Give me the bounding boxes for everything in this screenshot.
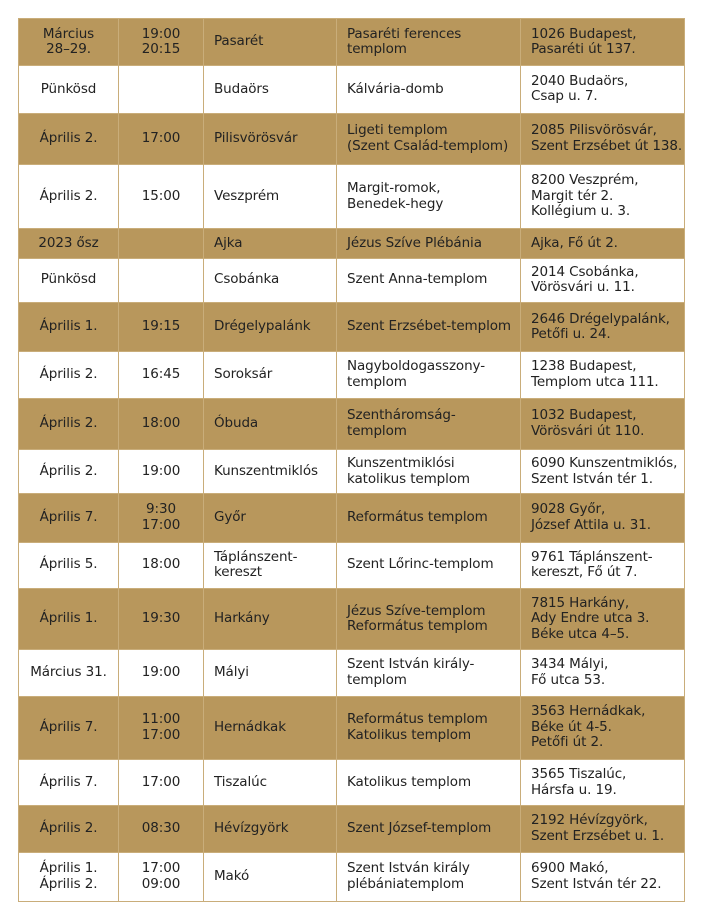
event-time-cell: [119, 66, 204, 113]
event-place: Pilisvörösvár: [214, 130, 298, 147]
table-row: [19, 650, 685, 696]
event-church-cell: [337, 852, 521, 901]
event-church-cell: [337, 113, 521, 164]
event-church: Szentháromság- templom: [347, 407, 456, 439]
event-address: 2040 Budaörs, Csap u. 7.: [531, 72, 629, 105]
event-place: Csobánka: [214, 271, 280, 288]
event-date-cell: [19, 588, 119, 649]
event-place: Mályi: [214, 664, 249, 681]
event-church: Jézus Szíve Plébánia: [347, 234, 482, 251]
event-time-cell: [119, 650, 204, 696]
event-church-cell: [337, 449, 521, 493]
event-church-cell: [337, 164, 521, 228]
event-place: Drégelypalánk: [214, 318, 311, 335]
event-place: Hernádkak: [214, 718, 286, 735]
event-date: Április 2.: [39, 820, 98, 837]
event-address-cell: [521, 852, 685, 901]
table-row: [19, 398, 685, 449]
event-church-cell: [337, 19, 521, 66]
event-date: Április 1.: [39, 318, 98, 335]
event-church: Margit-romok, Benedek-hegy: [347, 180, 444, 212]
event-place-cell: [204, 302, 337, 351]
event-church-cell: [337, 542, 521, 588]
event-address-cell: [521, 113, 685, 164]
table-row: [19, 759, 685, 805]
event-address-cell: [521, 66, 685, 113]
event-place-cell: [204, 852, 337, 901]
event-time: 15:00: [141, 187, 181, 204]
event-place: Kunszentmiklós: [214, 462, 318, 479]
event-time: 9:30 17:00: [141, 501, 181, 533]
event-date-cell: [19, 66, 119, 113]
event-date-cell: [19, 164, 119, 228]
event-time-cell: [119, 494, 204, 542]
event-time: 19:30: [141, 610, 181, 627]
event-address: 2646 Drégelypalánk, Petőfi u. 24.: [531, 310, 670, 343]
event-time-cell: [119, 852, 204, 901]
event-place: Ajka: [214, 234, 243, 251]
event-time-cell: [119, 164, 204, 228]
table-row: [19, 19, 685, 66]
event-date-cell: [19, 696, 119, 759]
event-place: Veszprém: [214, 187, 280, 204]
event-address-cell: [521, 449, 685, 493]
event-place-cell: [204, 696, 337, 759]
event-date: Április 2.: [39, 414, 98, 431]
event-church-cell: [337, 588, 521, 649]
table-row: [19, 588, 685, 649]
event-time: 17:00 09:00: [141, 860, 181, 892]
event-address: 2014 Csobánka, Vörösvári u. 11.: [531, 263, 639, 296]
table-row: [19, 66, 685, 113]
event-time-cell: [119, 302, 204, 351]
event-address: 1032 Budapest, Vörösvári út 110.: [531, 407, 645, 439]
event-place-cell: [204, 759, 337, 805]
event-church: Szent Lőrinc-templom: [347, 556, 494, 573]
event-church: Jézus Szíve-templom Református templom: [347, 602, 488, 635]
event-address-cell: [521, 494, 685, 542]
event-church: Ligeti templom (Szent Család-templom): [347, 122, 509, 154]
event-place: Táplánszent- kereszt: [214, 548, 298, 581]
event-date-cell: [19, 449, 119, 493]
event-date-cell: [19, 806, 119, 852]
event-time-cell: [119, 352, 204, 398]
event-church: Kunszentmiklósi katolikus templom: [347, 455, 470, 487]
table-row: [19, 352, 685, 398]
event-date-cell: [19, 302, 119, 351]
event-date: Pünkösd: [40, 80, 97, 97]
event-time-cell: [119, 806, 204, 852]
event-date: Április 7.: [39, 718, 98, 735]
event-place-cell: [204, 650, 337, 696]
event-place: Győr: [214, 509, 246, 526]
event-time: 19:15: [141, 318, 181, 335]
event-church-cell: [337, 494, 521, 542]
event-place: Harkány: [214, 610, 270, 627]
event-address-cell: [521, 352, 685, 398]
event-church: Katolikus templom: [347, 773, 472, 790]
event-date-cell: [19, 852, 119, 901]
event-place: Soroksár: [214, 366, 273, 383]
event-time-cell: [119, 258, 204, 302]
event-church-cell: [337, 258, 521, 302]
event-place-cell: [204, 449, 337, 493]
event-date: Április 2.: [39, 130, 98, 147]
event-date: Április 7.: [39, 773, 98, 790]
event-place-cell: [204, 494, 337, 542]
event-place: Tiszalúc: [214, 773, 267, 790]
event-date-cell: [19, 352, 119, 398]
event-church: Szent Erzsébet-templom: [347, 318, 511, 335]
event-date: Április 5.: [39, 556, 98, 573]
event-address: 2085 Pilisvörösvár, Szent Erzsébet út 138.: [531, 122, 683, 154]
event-church: Pasaréti ferences templom: [347, 25, 462, 58]
event-address-cell: [521, 759, 685, 805]
table-row: [19, 258, 685, 302]
event-church: Református templom: [347, 509, 488, 526]
event-address: 3565 Tiszalúc, Hársfa u. 19.: [531, 766, 627, 798]
event-address: 6900 Makó, Szent István tér 22.: [531, 860, 662, 892]
event-date: Április 2.: [39, 187, 98, 204]
event-time-cell: [119, 759, 204, 805]
event-address: 1238 Budapest, Templom utca 111.: [531, 358, 659, 390]
events-table: [18, 18, 685, 902]
event-church-cell: [337, 650, 521, 696]
event-place: Óbuda: [214, 414, 259, 431]
event-date-cell: [19, 229, 119, 258]
event-place: Budaörs: [214, 80, 269, 97]
event-date: Április 1.: [39, 610, 98, 627]
event-date: Március 28–29.: [42, 25, 95, 58]
event-place: Pasarét: [214, 33, 264, 50]
table-row: [19, 696, 685, 759]
event-date: Pünkösd: [40, 271, 97, 288]
event-date-cell: [19, 650, 119, 696]
event-time: 17:00: [141, 130, 181, 147]
event-time: 18:00: [141, 556, 181, 573]
event-church: Szent József-templom: [347, 820, 492, 837]
event-address-cell: [521, 229, 685, 258]
event-time-cell: [119, 19, 204, 66]
event-church-cell: [337, 229, 521, 258]
event-date: Március 31.: [30, 664, 107, 681]
event-address: 9761 Táplánszent- kereszt, Fő út 7.: [531, 548, 653, 581]
event-address: 7815 Harkány, Ady Endre utca 3. Béke utca 4–5.: [531, 594, 650, 642]
event-church-cell: [337, 352, 521, 398]
event-time-cell: [119, 542, 204, 588]
event-church: Református templom Katolikus templom: [347, 711, 488, 743]
event-date-cell: [19, 19, 119, 66]
event-date: 2023 ősz: [38, 234, 99, 251]
event-address-cell: [521, 696, 685, 759]
event-church: Szent István király plébániatemplom: [347, 860, 470, 892]
event-address: 2192 Hévízgyörk, Szent Erzsébet u. 1.: [531, 812, 665, 844]
table-row: [19, 806, 685, 852]
event-address-cell: [521, 19, 685, 66]
event-date: Április 2.: [39, 462, 98, 479]
event-time: 19:00 20:15: [141, 25, 181, 58]
event-time: 17:00: [141, 773, 181, 790]
event-date: Április 2.: [39, 366, 98, 383]
event-time: 18:00: [141, 414, 181, 431]
event-place-cell: [204, 542, 337, 588]
table-row: [19, 494, 685, 542]
event-place-cell: [204, 588, 337, 649]
event-address-cell: [521, 164, 685, 228]
event-place-cell: [204, 113, 337, 164]
event-time: 16:45: [141, 366, 181, 383]
event-church-cell: [337, 759, 521, 805]
event-place: Makó: [214, 868, 250, 885]
event-address-cell: [521, 650, 685, 696]
event-time-cell: [119, 588, 204, 649]
event-place-cell: [204, 66, 337, 113]
event-time-cell: [119, 696, 204, 759]
table-row: [19, 113, 685, 164]
event-date-cell: [19, 494, 119, 542]
event-church: Szent Anna-templom: [347, 271, 488, 288]
event-time: 11:00 17:00: [141, 711, 181, 743]
event-place-cell: [204, 398, 337, 449]
event-place: Hévízgyörk: [214, 820, 289, 837]
event-date-cell: [19, 258, 119, 302]
event-church: Kálvária-domb: [347, 80, 444, 97]
table-row: [19, 164, 685, 228]
event-time-cell: [119, 449, 204, 493]
event-place-cell: [204, 806, 337, 852]
event-time: 19:00: [141, 462, 181, 479]
event-place-cell: [204, 164, 337, 228]
event-address: 8200 Veszprém, Margit tér 2. Kollégium u. 3.: [531, 172, 639, 220]
event-place-cell: [204, 19, 337, 66]
event-address-cell: [521, 542, 685, 588]
event-address: 9028 Győr, József Attila u. 31.: [531, 501, 651, 533]
event-place-cell: [204, 352, 337, 398]
event-address-cell: [521, 588, 685, 649]
event-date-cell: [19, 759, 119, 805]
event-time: 19:00: [141, 664, 181, 681]
event-date-cell: [19, 398, 119, 449]
event-address-cell: [521, 302, 685, 351]
event-date-cell: [19, 542, 119, 588]
event-time-cell: [119, 398, 204, 449]
event-place-cell: [204, 258, 337, 302]
event-date: Április 7.: [39, 509, 98, 526]
event-church-cell: [337, 302, 521, 351]
table-row: [19, 542, 685, 588]
event-address-cell: [521, 806, 685, 852]
event-church-cell: [337, 66, 521, 113]
event-time-cell: [119, 113, 204, 164]
event-church: Szent István király- templom: [347, 656, 475, 688]
event-church-cell: [337, 398, 521, 449]
table-row: [19, 302, 685, 351]
event-church-cell: [337, 696, 521, 759]
event-address: 3434 Mályi, Fő utca 53.: [531, 656, 609, 688]
table-row: [19, 229, 685, 258]
event-address-cell: [521, 398, 685, 449]
table-row: [19, 852, 685, 901]
event-time-cell: [119, 229, 204, 258]
event-date: Április 1. Április 2.: [39, 860, 98, 892]
event-place-cell: [204, 229, 337, 258]
event-church: Nagyboldogasszony- templom: [347, 358, 485, 390]
event-time: 08:30: [141, 820, 181, 837]
event-address: Ajka, Fő út 2.: [531, 234, 618, 251]
event-address-cell: [521, 258, 685, 302]
table-row: [19, 449, 685, 493]
event-date-cell: [19, 113, 119, 164]
event-church-cell: [337, 806, 521, 852]
event-address: 1026 Budapest, Pasaréti út 137.: [531, 25, 637, 58]
event-address: 3563 Hernádkak, Béke út 4-5. Petőfi út 2.: [531, 703, 646, 751]
event-address: 6090 Kunszentmiklós, Szent István tér 1.: [531, 455, 678, 487]
